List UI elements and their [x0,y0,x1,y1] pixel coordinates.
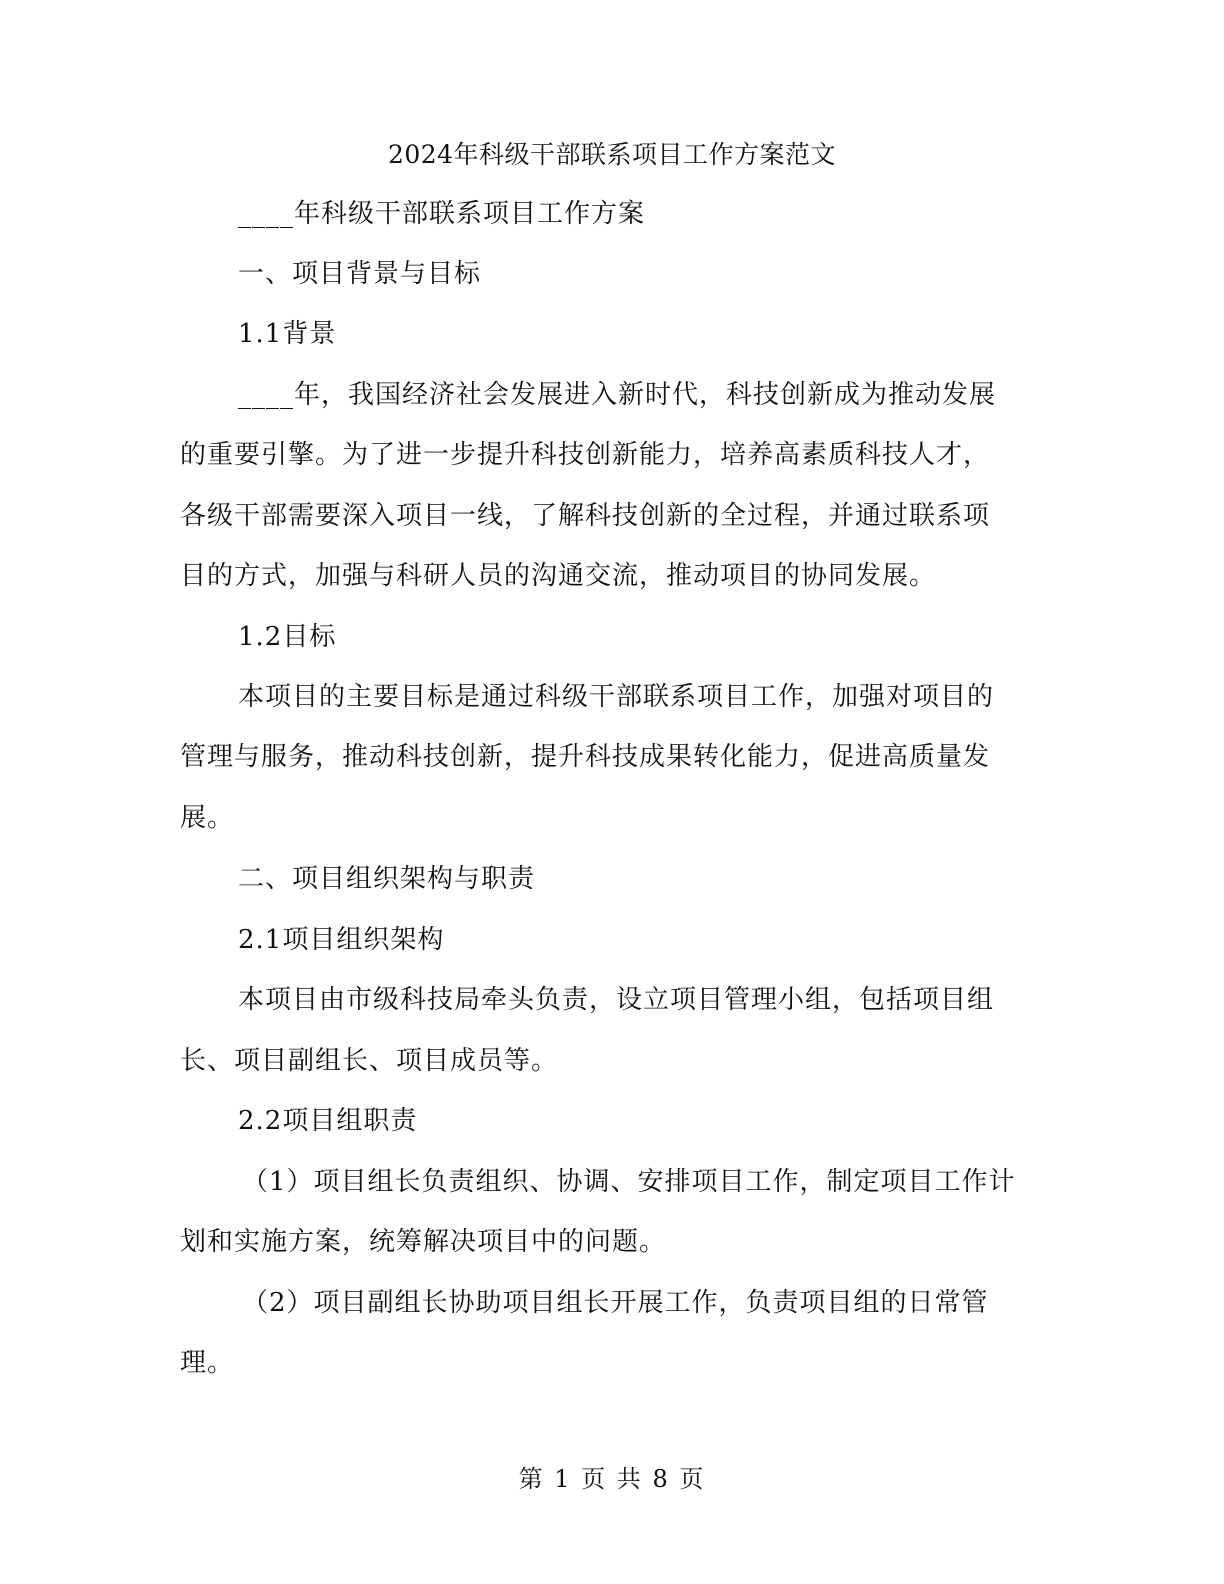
section-heading: 二、项目组织架构与职责 [238,864,536,894]
subsection-heading: 2.1项目组织架构 [238,925,445,955]
paragraph-line: ____年，我国经济社会发展进入新时代，科技创新成为推动发展 [238,380,997,410]
paragraph-line: 本项目的主要目标是通过科级干部联系项目工作，加强对项目的 [238,682,995,712]
paragraph-line: 目的方式，加强与科研人员的沟通交流，推动项目的协同发展。 [180,561,937,591]
subsection-heading: 1.1背景 [238,319,337,349]
paragraph-line: 理。 [180,1348,235,1378]
paragraph-line: 各级干部需要深入项目一线，了解科技创新的全过程，并通过联系项 [180,501,991,531]
document-title: 2024年科级干部联系项目工作方案范文 [387,140,837,169]
section-heading: 一、项目背景与目标 [238,259,482,289]
subsection-heading: 2.2项目组职责 [238,1106,418,1136]
paragraph-line: 本项目由市级科技局牵头负责，设立项目管理小组，包括项目组 [238,985,995,1015]
paragraph-line: 长、项目副组长、项目成员等。 [180,1046,559,1076]
paragraph-line: （2）项目副组长协助项目组长开展工作，负责项目组的日常管 [242,1288,989,1318]
paragraph-line: （1）项目组长负责组织、协调、安排项目工作，制定项目工作计 [242,1167,1016,1197]
paragraph-line: 划和实施方案，统筹解决项目中的问题。 [180,1227,667,1257]
subsection-heading: 1.2目标 [238,622,337,652]
page-footer: 第 1 页 共 8 页 [518,1465,706,1493]
paragraph-line: 的重要引擎。为了进一步提升科技创新能力，培养高素质科技人才， [180,440,991,470]
paragraph-line: 管理与服务，推动科技创新，提升科技成果转化能力，促进高质量发 [180,742,991,772]
document-subtitle: ____年科级干部联系项目工作方案 [238,199,646,229]
paragraph-line: 展。 [180,803,235,833]
